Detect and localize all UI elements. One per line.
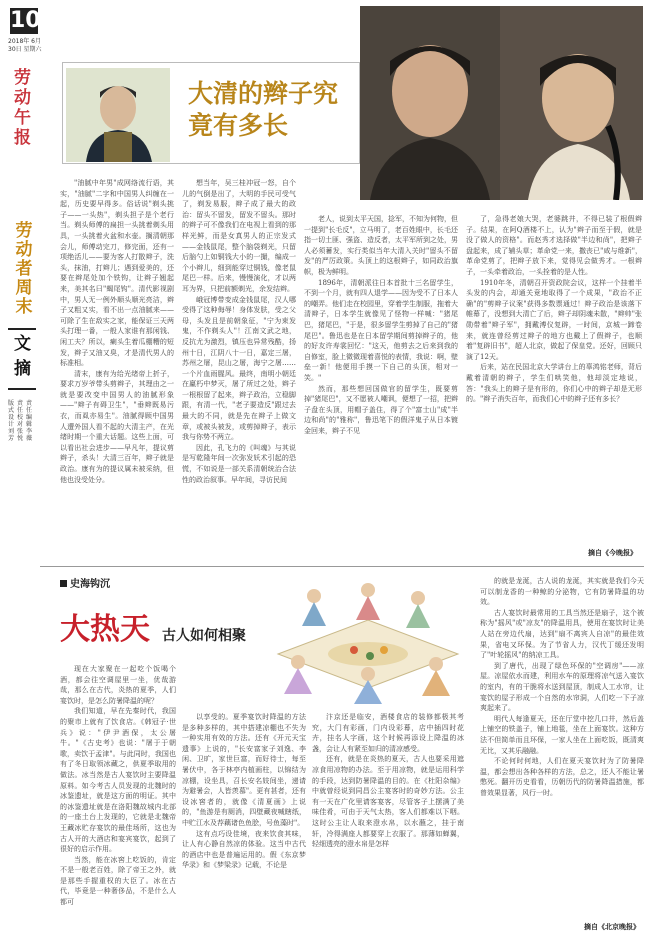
paragraph: 以享受的。夏季宴饮时降温的方法是多种多样的，其中搭建凉棚也不失为一种实用有效的方法。还有《开元天宝遗事》上说的，"长安富家子刘逸、李闲、卫旷，家世巨富，而好待士，每至暑伏中，各于林亭内植画柱，以锦结为凉棚，设坐具，召长安名妓间坐，递请为避暑会，人皆羡慕"。更有甚者，还有设冰窖者的，就像《清夏画》上说的，"鱼游是有厕消，四壁藏夜喊瞎纸，中贮江水及荐藕诸色鱼脍，号鱼藻时"。 (182, 713, 306, 827)
paragraph: 清末，康有为给光绪帝上折子，要求万岁爷带头剪辫子，其理由之一就是要改变中国男人的油腻形象——"辫子有碍卫生"，"垂辫既易污衣，而虱亦易生"。油腻得顾中国男人遭外国人看不起的大清主产，在光绪时期一个重大话题。这些上面，可以看出社会进步——早凡年，提议剪辫子，杀头！大清三百年，辫子就是政治。康有为的提议属未被采纳，但他也没受处分。 (60, 369, 174, 484)
editor-credit: 责任编辑 李薇 (26, 400, 33, 442)
article2-source: 摘自《北京晚报》 (584, 922, 640, 931)
editor-credit: 版式设计 刘芳 (8, 400, 15, 442)
paragraph: 然而，那些想回国做官的留学生，既要剪掉"猪尾巴"，又不愿被人嘲讽，便想了一招，把辫子盘在头顶，用帽子盖住，得了个"富士山"成"半边和尚"的"雅称"，鲁迅笔下的假洋鬼子从日本镀金回来，辫子不见 (304, 384, 458, 435)
article1-column-4 (466, 214, 642, 544)
article2-column-1 (60, 664, 176, 930)
editor-credit: 责任校对 张悦 (17, 400, 24, 442)
paragraph: 现在大家聚在一起吃个饭喝个酒，都会往空调屋里一坐，优哉游哉，那么在古代，炎热的夏季，人们宴饮时，是怎么防暑降温的呢？ (60, 665, 176, 705)
section-name: 劳动者周末 (15, 221, 33, 317)
article2-column-4 (480, 576, 644, 920)
label-square-icon (60, 580, 67, 587)
paragraph: 古人宴饮时最常用的工具当然还是扇子，这个被称为"摇风"或"凉友"的降温用具，使用在宴饮时让美人站在旁边代扇，达到"扇不离宾人自凉"的最佳效果，省电又环保。为了节省人力，汉代丁缓还发明了"叶轮摇风"的纳凉工具。 (480, 608, 644, 660)
editor-credits (8, 400, 42, 442)
paragraph: 不论何时何地，人们在夏天宴饮时为了防暑降温，都会想出各种各样的方法，总之，还人不能让暑憋死。翻开历史看看，历朝历代的防暑降温措施，都曾效果显著，风行一时。 (480, 757, 644, 797)
column-label-text: 史海钩沉 (70, 579, 110, 590)
issue-date: 2018年 6月30日 星期六 (8, 38, 42, 53)
paragraph: 因此，孔飞力的《叫魂》与其说是写乾隆年间一次弥发妖术引起的恐慌，不如说是一部关系清朝统治合法性的政治叙事。早年间，寻访民间 (182, 443, 296, 484)
banquet-illustration (258, 576, 476, 704)
paragraph: 到了唐代，出现了绿色环保的"空调房"——凉屋。凉屋依水而建，利用水车的原理将凉气送入宴饮的室内，有的干脆将水送到屋顶，制成人工水帘，让宴饮的屋子形成一个自然的水帘洞，人们吃一下子凉爽起来了。 (480, 661, 644, 713)
article2-column-3 (312, 712, 464, 930)
article2-title-main: 大热天 (60, 612, 150, 647)
article1-column-2 (182, 178, 296, 562)
article-title: 大清的辫子究竟有多长 (188, 79, 339, 140)
paragraph: 汴京还是临安，酒楼食店的装修都极其考究，大门有彩画，门内设彩幕，店中插四时花卉，挂名人字画，这个时候再添设上降温的冰盏，会让人有紧至如归的清凉感受。 (312, 713, 464, 753)
paragraph: 明代人每逢夏天，还在厅堂中挖几口井，然后盖上铺空的铁盖子，铺上地毯，坐在上面宴饮。这种方法不但简单而且环保，一家人坐在上面吃饭，既清爽无比，又其乐融融。 (480, 714, 644, 755)
page-number: 10 (10, 8, 41, 33)
paragraph: 峨冠博带变成金钱鼠尾，汉人哪受得了这种侮辱！身体发肤，受之父母，头发且是前朝象征，"宁为束发鬼，不作剃头人"！江南文武之地，反抗尤为激烈，镇压也异常残酷，扬州十日，江阴八十一日，嘉定三屠，苏州之屠，昆山之屠，海宁之屠……一个片血雨腥风。最终，南明小朝廷在羸朽中梦灭，屠了所过之处，辫子一根根留了起来，辫子政治，立稳脚跟，有清一代，"老子要造反"跟过去最大的不同，就是先在辫子上做文章，或被头被发，或剪掉辫子，表示我与你势不两立。 (182, 295, 296, 442)
paragraph: 的就是龙涎，古人说的龙涎，其实就是我们今天可以制龙香的一种鲸的分泌物，它有防暑降温的功效。 (480, 577, 644, 607)
paragraph: 1896年，清朝派往日本首批十三名留学生，不到一个月，就有四人退学——因为受不了日本人的嘲弄。他们走在校园里，穿着学生制服，拖着大清辫子，日本学生就像见了怪物一样喊："猪尾巴，猪尾巴，"于是，很多留学生剪掉了自己的"猪尾巴"。鲁迅也是在日本留学期间剪掉辫子的，他的好友许寿裳回忆："这天，他剪去之后来到我的自修室，脸上微微现着喜悦的表情，我说：啊，壁垒一新！他便用手摸一下自己的头顶，相对一笑。" (304, 278, 458, 382)
portrait-icon (66, 68, 170, 162)
paragraph: 了，急得老娘大哭，老婆跳井，不得已装了根假辫子。结果，在阿Q酒楼不上，认为"辫子而至于假，就是没了做人的资格"。而赵秀才选择做"半边和尚"，把辫子盘起来，成了辅头草；革命党一来，撒丧已"咸与维新"，革命党剪了，把辫子放下来，觉得见会做秀才。一根辫子，一头牵着政治，一头拴着的是人性。 (466, 215, 642, 276)
article2-column-2 (182, 712, 306, 930)
column-label (60, 575, 110, 590)
newspaper-logo: 劳动午报 (14, 68, 31, 148)
paragraph: 我们知道，早在先秦时代，我国的聚市上就有了饮食店。《韩冠子·世兵》说："伊尹酒保，太公屠牛。"《古史考》也说："屠于于朝歌，卖饮于孟津"。与此同时，我国也有了冬日取领冰藏之，供夏季取用的做法。冰当然是古人宴饮时主要降温原料。如今考古人员发现的北魏时的冰鉴遗址，就是这方面的明证。其中的冰鉴遗址就是在洛阳魏故城内北部的一座土台上发现的，它就是北魏帝王藏冰贮存宴饮的最佳场所，这也为古人开的大酒店和宴宾宴饮，起到了很好的启示作用。 (60, 707, 176, 854)
drama-still-icon (360, 6, 643, 200)
section-divider (40, 566, 644, 567)
paragraph: "油腻中年男"成网络流行语，其实，"油腻"二字和中国男人纠缠在一起，历史要早得多。俗话说"剃头挑子——一头热"，剃头担子是个老行当。剃头师傅的扁担一头挑着剃头用具，一头挑着火盆和水壶。搁清朝那会儿，师傅动完刀，修完面，还有一项绝活儿——要为客人打散辫子，洗头，抹油，打辫儿；遇到爱美的，还要在辫尾处加个铁钩，让辫子翘起来，美其名曰"蝎尾钩"。清代影视剧中，男人无一例外顺头顺光亮洁，辫子又粗又实，看不出一点油腻来——可除了生在敌实之家，能保证三天两头打理一番，一般人家谁有那闲钱、闲工夫？所以，瘌头生着瓜棚糟的短发，辫子又油又臭，才是清代男人的标准相。 (60, 179, 174, 368)
article1-source: 摘自《今晚报》 (588, 548, 637, 557)
section-sub: 文摘 (14, 334, 31, 379)
paragraph: 这有点巧设佳境，夜来饮食其味，让人有心静自然凉的体验。这当中古代的酒店中也是普遍运用的。假《东京梦华录》和《梦梁录》记载，不论是 (182, 829, 306, 870)
paragraph: 后来，站在民国北京大学讲台上的辜鸿铭老师，背后戴着清朝的辫子，学生们哄笑他，他却淡定地说，答："我头上的辫子是有形的，你们心中的辫子却是无形的。"辫子消失百年，而我们心中的辫子还有多长？ (466, 363, 642, 404)
headline-portrait-photo (66, 68, 170, 162)
paragraph: 老人，说到太平天国，捻军，不知为何物，但一提到"长毛反"，立马明了，老百姓眼中，长毛还指一切土匪、强盗、造反者，太平军所到之处，男人必须蓄发，实行类似当年大清入关时"留头不留发"的严厉政策。头顶上的这根辫子，如同政治旗帜，极为鲜明。 (304, 215, 458, 276)
article1-column-3 (304, 214, 458, 560)
paragraph: 想当年，吴三桂冲冠一怒，自个儿的气倒是出了，大明的手民可受气了，剃发易服，辫子成了最大的政治：留头不留发，留发不留头。那时的辫子可不像我们在电视上看到的那样光鲜，而是女真男人的正宗发式——金钱鼠尾，整个脑袋剃光，只留后脑勺上如铜钱大小的一撮，编成一个小辫儿，细到能穿过铜钱，像老鼠尾巴一样。后来，慢慢演化，才以两耳为界，只把前额剃光，余发结辫。 (182, 179, 296, 293)
article2-title-sub: 古人如何相聚 (162, 628, 246, 644)
paragraph: 当然，能在冰窖上吃饭的，肯定不是一般老百姓，除了帝王之外，就是那些手握重权的大臣了。冰在古代，毕竟是一种奢侈品，不是什么人都可 (60, 855, 176, 907)
banquet-scene-icon (258, 576, 476, 704)
paragraph: 1910年冬，清朝召开资政院会议，这样一个挂着半头发的内会，却通关竟地取得了一个成果，"政治不正确"的"剪辫子议案"获得多数票通过！辫子政治是该落下帷幕了，没想到大清亡了后，辫子却阴魂未散，"辫帅"张勋带着"辫子军"，拥戴溥仪复辟，一时间，京城一蹄卷来，就连曾经剪过辫子的地方也戴上了假辫子，也顺着"复辟旧书"，超人北京，做起了保皇党。还好，回顾只演了12天。 (466, 278, 642, 361)
article1-column-1 (60, 178, 174, 562)
paragraph: 还有，就是在炎热的夏天，古人也要采用遮凉食用凉物的办法。至于用凉物，就是运用科学的手段，达到防暑降温的目的。在《杜阳杂编》中就曾经说到同昌公主宴客时的奇妙方法。公主有一天在广化里请客宴客，尽管客子上摆满了美味佳肴，可由于天气太热，客人们都难以下咽。这时公主让人取来澄水帛，以水蘸之，挂于南轩，冷得满座人都要穿上衣服了。那薄如蝉翼，轻细透亮的澄水帛是怎样 (312, 755, 464, 849)
drama-still-photo (360, 6, 643, 200)
